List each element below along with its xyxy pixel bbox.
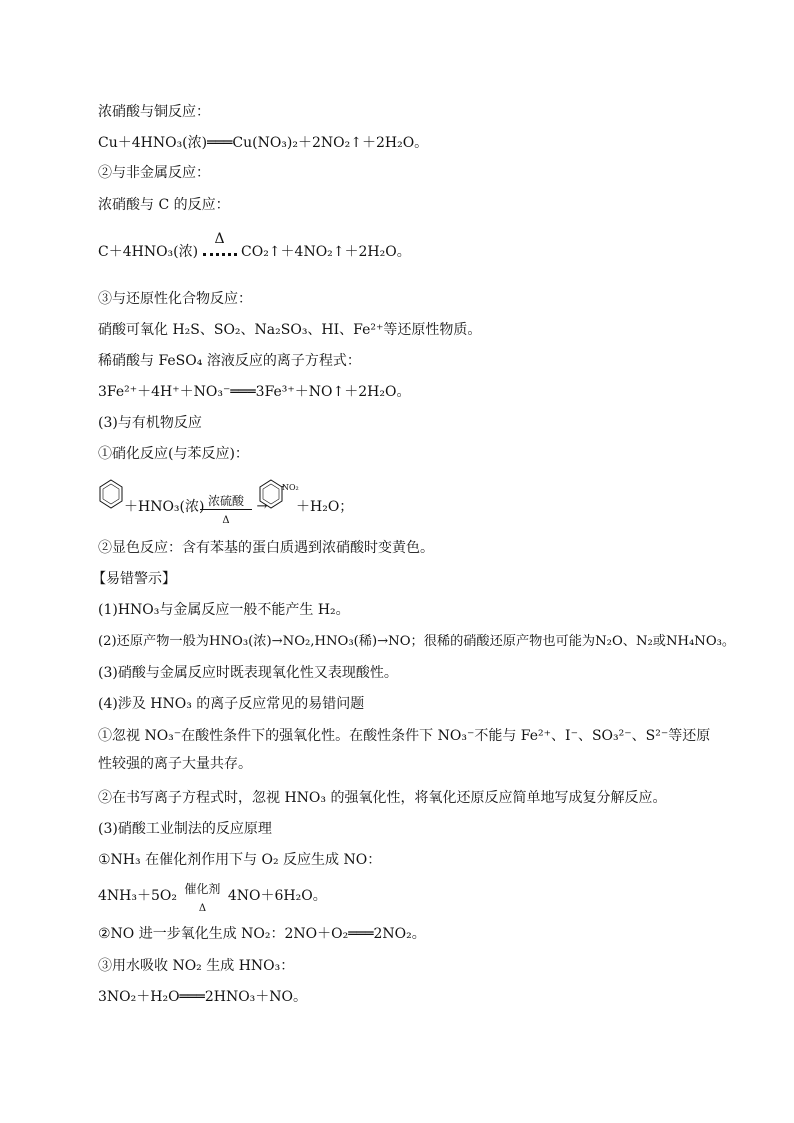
warning-item-4-2: ②在书写离子方程式时，忽视 HNO₃ 的强氧化性，将氧化还原反应简单地写成复分解反应。 <box>98 790 667 806</box>
equation-carbon-nitric-acid <box>98 230 411 262</box>
arrow-head-icon: → <box>256 499 268 514</box>
industrial-step-1: ①NH₃ 在催化剂作用下与 O₂ 反应生成 NO： <box>98 852 382 868</box>
catalyst-condition-sign <box>181 882 223 914</box>
industrial-step-2: ②NO 进一步氧化生成 NO₂：2NO＋O₂═══2NO₂。 <box>98 926 426 942</box>
equation-iron-ion-reaction: 3Fe²⁺＋4H⁺＋NO₃⁻═══3Fe³⁺＋NO↑＋2H₂O。 <box>98 384 411 400</box>
catalyst-label-2: 催化剂 <box>184 882 221 896</box>
benzene-ring-icon <box>98 478 124 510</box>
warning-item-4: (4)涉及 HNO₃ 的离子反应常见的易错问题 <box>98 696 365 712</box>
catalyst-label: 浓硫酸 <box>207 493 244 508</box>
warning-item-3: (3)硝酸与金属反应时既表现氧化性又表现酸性。 <box>98 665 398 681</box>
text-line-color-reaction: ②显色反应：含有苯基的蛋白质遇到浓硝酸时变黄色。 <box>98 540 434 556</box>
warning-item-4-1: ①忽视 NO₃⁻在酸性条件下的强氧化性。在酸性条件下 NO₃⁻不能与 Fe²⁺、I⁻、SO₃²⁻、S²⁻等还原性较强的离子大量共存。 <box>98 728 711 772</box>
nitrobenzene-ring-icon <box>258 478 284 510</box>
warning-item-2: (2)还原产物一般为HNO₃(浓)→NO₂,HNO₃(稀)→NO；很稀的硝酸还原产物也可能为N₂O、N₂或NH₄NO₃。 <box>98 634 736 649</box>
equation-nitration-left: ＋HNO₃(浓) <box>124 499 205 515</box>
heat-condition-sign <box>203 230 237 256</box>
equation-absorption: 3NO₂＋H₂O═══2HNO₃＋NO。 <box>98 989 308 1005</box>
arrow-container <box>200 493 252 526</box>
equation-ammonia-oxidation <box>98 882 327 914</box>
text-line-nonmetal-heading: ②与非金属反应： <box>98 165 210 181</box>
industrial-step-3: ③用水吸收 NO₂ 生成 HNO₃： <box>98 958 295 974</box>
text-line-reducing-compound-heading: ③与还原性化合物反应： <box>98 291 252 307</box>
industrial-heading: (3)硝酸工业制法的反应原理 <box>98 821 272 837</box>
equation-carbon-right: CO₂↑＋4NO₂↑＋2H₂O。 <box>241 244 411 260</box>
nitro-group-label: NO₂ <box>282 483 299 492</box>
reaction-equal-sign <box>203 249 237 256</box>
equation-ammonia-right: 4NO＋6H₂O。 <box>227 888 327 904</box>
equation-ammonia-left: 4NH₃＋5O₂ <box>98 888 177 904</box>
heat-label: Δ <box>222 514 230 526</box>
equation-nitration-right: ＋H₂O； <box>296 499 354 515</box>
equation-copy-nitric-acid: Cu＋4HNO₃(浓)═══Cu(NO₃)₂＋2NO₂↑＋2H₂O。 <box>98 135 429 151</box>
text-line-organic-heading: (3)与有机物反应 <box>98 415 202 431</box>
text-line-oxidizable-substances: 硝酸可氧化 H₂S、SO₂、Na₂SO₃、HI、Fe²⁺等还原性物质。 <box>98 322 482 338</box>
heat-label-2: Δ <box>198 903 207 914</box>
text-line-carbon-reaction-title: 浓硝酸与 C 的反应： <box>98 197 230 213</box>
text-line-ionic-equation-title: 稀硝酸与 FeSO₄ 溶液反应的离子方程式： <box>98 353 361 369</box>
warning-heading: 【易错警示】 <box>92 571 176 587</box>
warning-item-1: (1)HNO₃与金属反应一般不能产生 H₂。 <box>98 602 350 618</box>
text-line-nitration-heading: ①硝化反应(与苯反应)： <box>98 446 249 462</box>
delta-symbol: Δ <box>214 230 225 247</box>
equation-carbon-left: C＋4HNO₃(浓) <box>98 244 199 260</box>
text-line-copy-reaction-title: 浓硝酸与铜反应： <box>98 104 210 120</box>
